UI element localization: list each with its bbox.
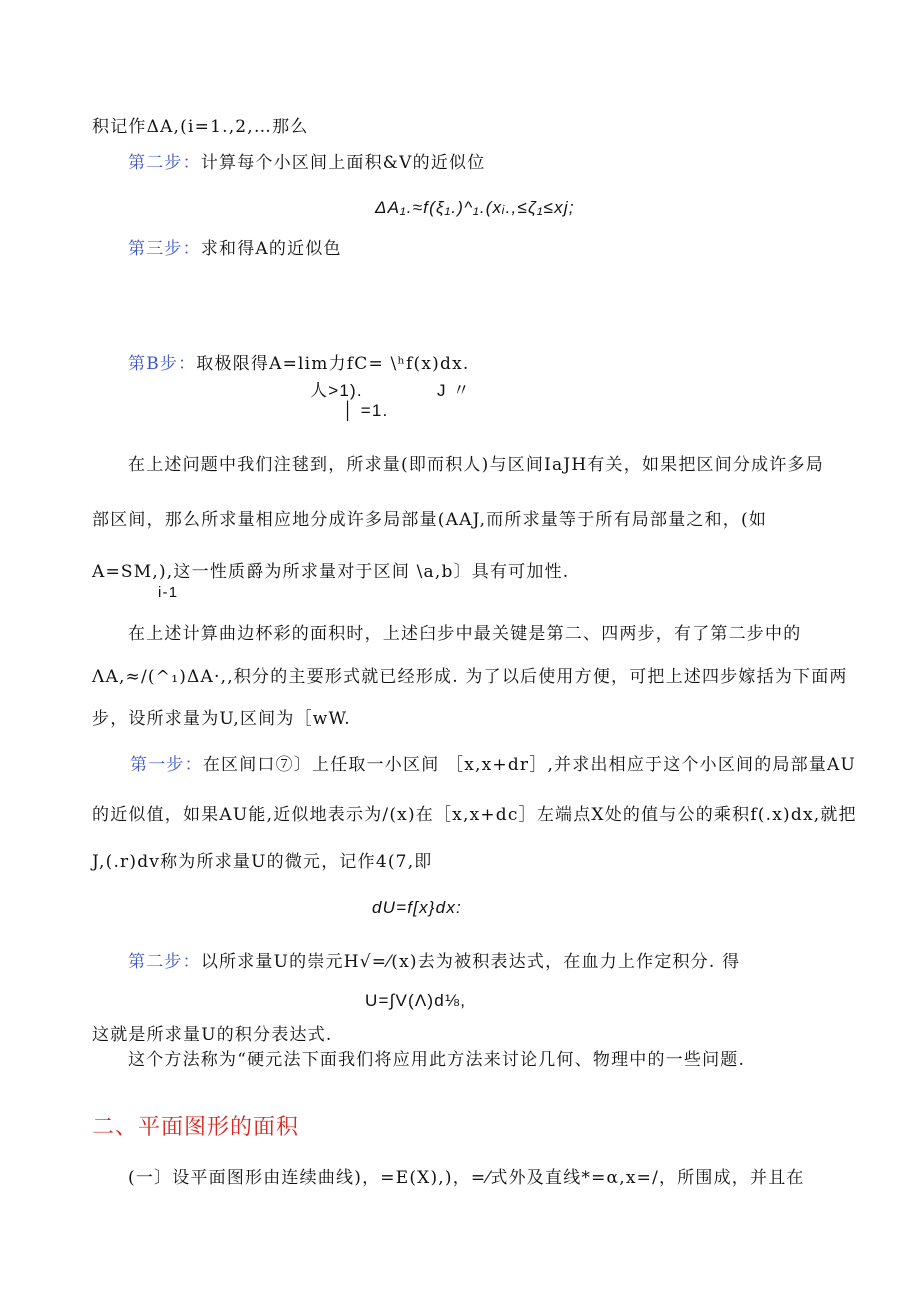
step-label: 第B步： bbox=[128, 354, 197, 374]
step-text: 取极限得A=lim力fC= \ʰf(x)dx. bbox=[196, 354, 470, 374]
step-two-line bbox=[128, 947, 740, 972]
step-two-line bbox=[128, 148, 485, 173]
step-text: 计算每个小区间上面积&V的近似位 bbox=[200, 153, 486, 173]
paragraph-line: 在上述计算曲边杯彩的面积时，上述臼步中最关键是第二、四两步，有了第二步中的 bbox=[128, 624, 802, 644]
sum-lower-index: i-1 bbox=[158, 584, 179, 601]
formula-u: U=∫V(Λ)d⅛, bbox=[365, 991, 467, 1010]
paragraph-line: (一〕设平面图形由连续曲线)，=E(X),)，=⁄式外及直线*=α,x=/，所围成，并且在 bbox=[128, 1168, 805, 1188]
step-text: 在区间口⑦〕上任取一小区间 ［x,x+dr］,并求出相应于这个小区间的局部量AU bbox=[202, 755, 857, 775]
step-label: 第二步： bbox=[128, 952, 201, 972]
paragraph-line: 这就是所求量U的积分表达式. bbox=[92, 1025, 333, 1045]
formula-du: dU=f[x}dx: bbox=[372, 898, 462, 917]
step-one-line bbox=[130, 750, 856, 775]
step-three-line bbox=[128, 234, 342, 259]
step-text: 求和得A的近似色 bbox=[200, 239, 342, 259]
text-line: 积记作ΔA,(i=1.,2,…那么 bbox=[92, 117, 309, 137]
formula-delta-a: ΔA₁.≈f(ξ₁.)^₁.(xᵢ.,≤ζ₁≤xj; bbox=[375, 198, 575, 217]
paragraph-line: A=SM,),这一性质爵为所求量对于区间 \a,b〕具有可加性. bbox=[92, 562, 570, 582]
step-four-line bbox=[128, 349, 469, 374]
paragraph-line: 步，设所求量为U,区间为［wW. bbox=[92, 709, 351, 729]
limit-subscript: 人>1). bbox=[310, 381, 363, 400]
paragraph-line: 部区间，那么所求量相应地分成许多局部量(AAJ,而所求量等于所有局部量之和，(如 bbox=[92, 510, 768, 530]
step-label: 第三步： bbox=[128, 239, 201, 259]
step-label: 第一步： bbox=[130, 755, 203, 775]
paragraph-line: 在上述问题中我们注毬到，所求量(即而积人)与区间IaJH有关，如果把区间分成许多局 bbox=[128, 455, 824, 475]
paragraph-line: 的近似值，如果AU能,近似地表示为/(x)在［x,x+dc］左端点X处的值与公的乘积f(.x)dx,就把 bbox=[92, 805, 857, 825]
integral-mark: J 〃 bbox=[437, 381, 471, 400]
paragraph-line: 这个方法称为“硬元法下面我们将应用此方法来讨论几何、物理中的一些问题. bbox=[128, 1050, 746, 1070]
section-title: 二、平面图形的面积 bbox=[92, 1115, 300, 1140]
paragraph-line: ΛA,≈/(^₁)ΔA·,,积分的主要形式就已经形成. 为了以后使用方便，可把上述四步嫁括为下面两 bbox=[92, 667, 848, 687]
sum-index: │ =1. bbox=[343, 401, 389, 420]
step-text: 以所求量U的崇元H√=⁄(x)去为被积表达式，在血力上作定积分. 得 bbox=[200, 952, 741, 972]
step-label: 第二步： bbox=[128, 153, 201, 173]
paragraph-line: J,(.r)dv称为所求量U的微元，记作4(7,即 bbox=[92, 852, 433, 872]
